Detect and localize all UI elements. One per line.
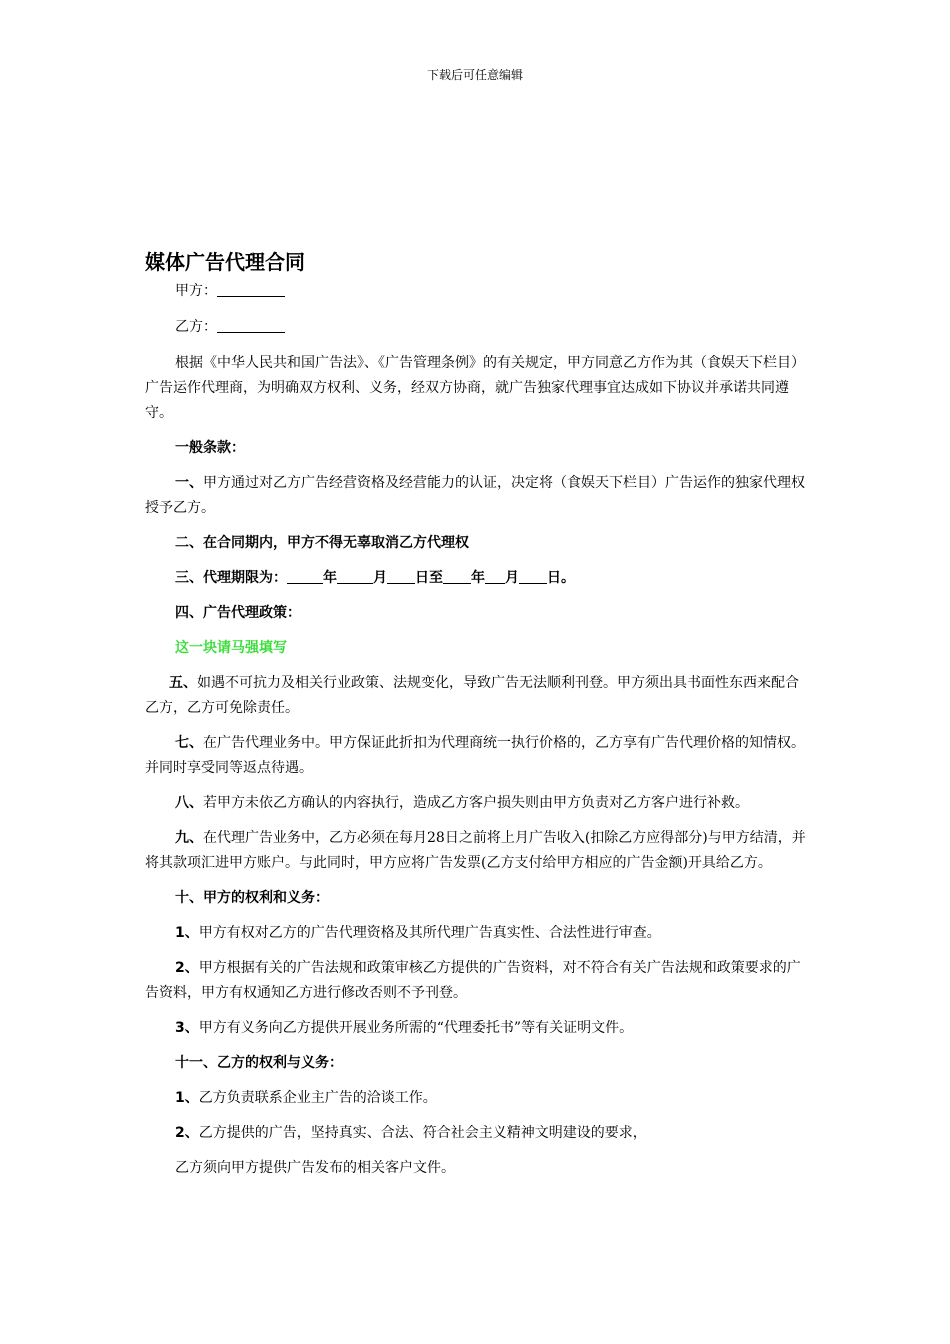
clause-1-text: 甲方通过对乙方广告经营资格及经营能力的认证，决定将（食娱天下栏目）广告运作的独家代理权授予乙方。 <box>145 475 805 516</box>
clause-11-2-num: 2、 <box>175 1125 199 1141</box>
month-blank <box>337 569 373 584</box>
end-day-blank <box>519 569 547 584</box>
clause-10-2-num: 2、 <box>175 960 199 976</box>
contract-document <box>145 248 810 1191</box>
clause-9-num: 九、 <box>175 830 203 846</box>
clause-10-heading: 十、甲方的权利和义务： <box>175 890 329 906</box>
year-blank <box>287 569 323 584</box>
clause-10-3-text: 甲方有义务向乙方提供开展业务所需的“代理委托书”等有关证明文件。 <box>198 1020 634 1036</box>
page-header-note: 下载后可任意编辑 <box>426 68 523 82</box>
clause-11-2 <box>145 1121 810 1146</box>
day-to-label: 日至 <box>415 570 443 586</box>
document-title: 媒体广告代理合同 <box>145 250 305 274</box>
end-year-blank <box>443 569 471 584</box>
clause-10-3-num: 3、 <box>175 1020 199 1036</box>
clause-5 <box>145 671 810 721</box>
clause-10-1-num: 1、 <box>175 925 199 941</box>
clause-10-1-text: 甲方有权对乙方的广告代理资格及其所代理广告真实性、合法性进行审查。 <box>198 925 661 941</box>
clause-9-text: 在代理广告业务中，乙方必须在每月28日之前将上月广告收入(扣除乙方应得部分)与甲方结清，并将其款项汇进甲方账户。与此同时，甲方应将广告发票(乙方支付给甲方相应的广告金额)开具给乙方。 <box>145 830 806 871</box>
clause-11-1-num: 1、 <box>175 1090 199 1106</box>
clause-11-heading: 十一、乙方的权利与义务： <box>175 1055 343 1071</box>
clause-8 <box>145 791 810 816</box>
end-day-label: 日。 <box>547 570 575 586</box>
clause-1-num: 一、 <box>175 475 203 491</box>
clause-7 <box>145 731 810 781</box>
clause-11-1-text: 乙方负责联系企业主广告的洽谈工作。 <box>198 1090 437 1106</box>
clause-2: 二、在合同期内，甲方不得无辜取消乙方代理权 <box>175 535 469 551</box>
clause-5-num: 五、 <box>169 675 197 691</box>
clause-3-prefix: 三、代理期限为： <box>175 570 287 586</box>
intro-paragraph: 根据《中华人民共和国广告法》、《广告管理条例》的有关规定，甲方同意乙方作为其（食娱天下栏目）广告运作代理商，为明确双方权利、义务，经双方协商，就广告独家代理事宜达成如下协议并承诺共同遵守。 <box>145 355 805 421</box>
day-blank <box>387 569 415 584</box>
end-month-label: 月 <box>505 570 519 586</box>
clause-8-text: 若甲方未依乙方确认的内容执行，造成乙方客户损失则由甲方负责对乙方客户进行补救。 <box>203 795 749 811</box>
clause-9 <box>145 826 810 876</box>
party-b-blank <box>217 318 285 333</box>
clause-8-num: 八、 <box>175 795 203 811</box>
party-b-label: 乙方： <box>175 319 217 335</box>
clause-1 <box>145 471 810 521</box>
clause-11-2-text: 乙方提供的广告，坚持真实、合法、符合社会主义精神文明建设的要求， <box>198 1125 647 1141</box>
clause-4: 四、广告代理政策： <box>175 605 301 621</box>
end-year-label: 年 <box>471 570 485 586</box>
clause-10-3 <box>145 1016 810 1041</box>
clause-5-text: 如遇不可抗力及相关行业政策、法规变化，导致广告无法顺利刊登。甲方须出具书面性东西来配合乙方，乙方可免除责任。 <box>145 675 799 716</box>
clause-7-num: 七、 <box>175 735 203 751</box>
party-a-blank <box>217 282 285 297</box>
year-label: 年 <box>323 570 337 586</box>
green-note: 这一块请马强填写 <box>175 640 287 656</box>
clause-3 <box>145 566 810 591</box>
month-label: 月 <box>373 570 387 586</box>
clause-10-2-text: 甲方根据有关的广告法规和政策审核乙方提供的广告资料，对不符合有关广告法规和政策要求的广告资料，甲方有权通知乙方进行修改否则不予刊登。 <box>145 960 801 1001</box>
party-a-line <box>145 279 810 304</box>
clause-10-2 <box>145 956 810 1006</box>
clause-11-1 <box>145 1086 810 1111</box>
general-heading: 一般条款： <box>175 440 245 456</box>
end-month-blank <box>485 569 505 584</box>
clause-11-tail: 乙方须向甲方提供广告发布的相关客户文件。 <box>175 1160 455 1176</box>
party-a-label: 甲方： <box>175 283 217 299</box>
clause-7-text: 在广告代理业务中。甲方保证此折扣为代理商统一执行价格的，乙方享有广告代理价格的知情权。并同时享受同等返点待遇。 <box>145 735 805 776</box>
clause-10-1 <box>145 921 810 946</box>
party-b-line <box>145 315 810 340</box>
